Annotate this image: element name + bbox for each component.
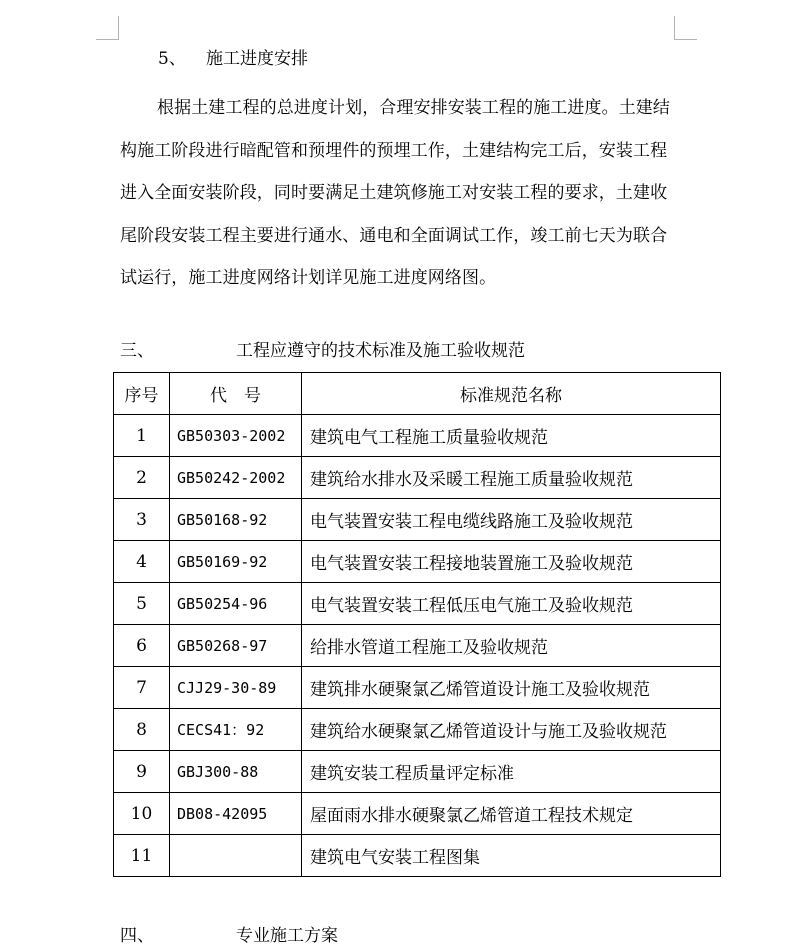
row-code: GBJ300-88 xyxy=(170,751,302,793)
row-name: 电气装置安装工程低压电气施工及验收规范 xyxy=(302,583,721,625)
crop-mark-top-left-vertical xyxy=(118,16,119,40)
table-row xyxy=(114,709,721,751)
table-row xyxy=(114,541,721,583)
section-4-heading xyxy=(120,926,338,946)
section-4-title: 专业施工方案 xyxy=(236,926,338,946)
row-seq: 2 xyxy=(114,457,170,499)
row-seq: 6 xyxy=(114,625,170,667)
row-name: 电气装置安装工程接地装置施工及验收规范 xyxy=(302,541,721,583)
section-5-title: 施工进度安排 xyxy=(206,49,308,69)
crop-mark-top-right-vertical xyxy=(674,16,675,40)
row-code: DB08-42095 xyxy=(170,793,302,835)
section-3-title: 工程应遵守的技术标准及施工验收规范 xyxy=(236,341,525,361)
section-4-number: 四、 xyxy=(120,926,154,946)
row-name: 建筑给水硬聚氯乙烯管道设计与施工及验收规范 xyxy=(302,709,721,751)
row-name: 屋面雨水排水硬聚氯乙烯管道工程技术规定 xyxy=(302,793,721,835)
table-row xyxy=(114,625,721,667)
header-code: 代 号 xyxy=(170,373,302,415)
row-code: GB50242-2002 xyxy=(170,457,302,499)
row-seq: 3 xyxy=(114,499,170,541)
table-row xyxy=(114,499,721,541)
row-name: 建筑安装工程质量评定标准 xyxy=(302,751,721,793)
row-code xyxy=(170,835,302,877)
row-code: GB50268-97 xyxy=(170,625,302,667)
table-row xyxy=(114,667,721,709)
table-row xyxy=(114,835,721,877)
header-name: 标准规范名称 xyxy=(302,373,721,415)
row-code: CJJ29-30-89 xyxy=(170,667,302,709)
section-3-number: 三、 xyxy=(120,341,154,361)
section-5-heading xyxy=(158,49,308,69)
table-row xyxy=(114,415,721,457)
crop-mark-top-left-horizontal xyxy=(96,39,119,40)
row-seq: 10 xyxy=(114,793,170,835)
row-code: GB50303-2002 xyxy=(170,415,302,457)
row-seq: 5 xyxy=(114,583,170,625)
row-name: 给排水管道工程施工及验收规范 xyxy=(302,625,721,667)
section-3-heading xyxy=(120,341,525,361)
row-seq: 11 xyxy=(114,835,170,877)
row-code: GB50254-96 xyxy=(170,583,302,625)
table-row xyxy=(114,457,721,499)
table-row xyxy=(114,793,721,835)
row-code: CECS41：92 xyxy=(170,709,302,751)
table-header-row xyxy=(114,373,721,415)
row-name: 建筑电气工程施工质量验收规范 xyxy=(302,415,721,457)
row-name: 建筑电气安装工程图集 xyxy=(302,835,721,877)
row-seq: 1 xyxy=(114,415,170,457)
row-name: 建筑给水排水及采暖工程施工质量验收规范 xyxy=(302,457,721,499)
table-row xyxy=(114,751,721,793)
section-5-number: 5、 xyxy=(158,49,186,69)
row-seq: 8 xyxy=(114,709,170,751)
table-row xyxy=(114,583,721,625)
row-code: GB50169-92 xyxy=(170,541,302,583)
row-name: 电气装置安装工程电缆线路施工及验收规范 xyxy=(302,499,721,541)
standards-table xyxy=(113,372,721,877)
header-seq: 序号 xyxy=(114,373,170,415)
row-seq: 7 xyxy=(114,667,170,709)
row-seq: 9 xyxy=(114,751,170,793)
row-code: GB50168-92 xyxy=(170,499,302,541)
crop-mark-top-right-horizontal xyxy=(674,39,697,40)
row-name: 建筑排水硬聚氯乙烯管道设计施工及验收规范 xyxy=(302,667,721,709)
section-5-paragraph: 根据土建工程的总进度计划，合理安排安装工程的施工进度。土建结构施工阶段进行暗配管和预埋件的预埋工作，土建结构完工后，安装工程进入全面安装阶段，同时要满足土建筑修施工对安装工程的要求，土建收尾阶段安装工程主要进行通水、通电和全面调试工作，竣工前七天为联合试运行，施工进度网络计划详见施工进度网络图。 xyxy=(120,98,670,288)
row-seq: 4 xyxy=(114,541,170,583)
